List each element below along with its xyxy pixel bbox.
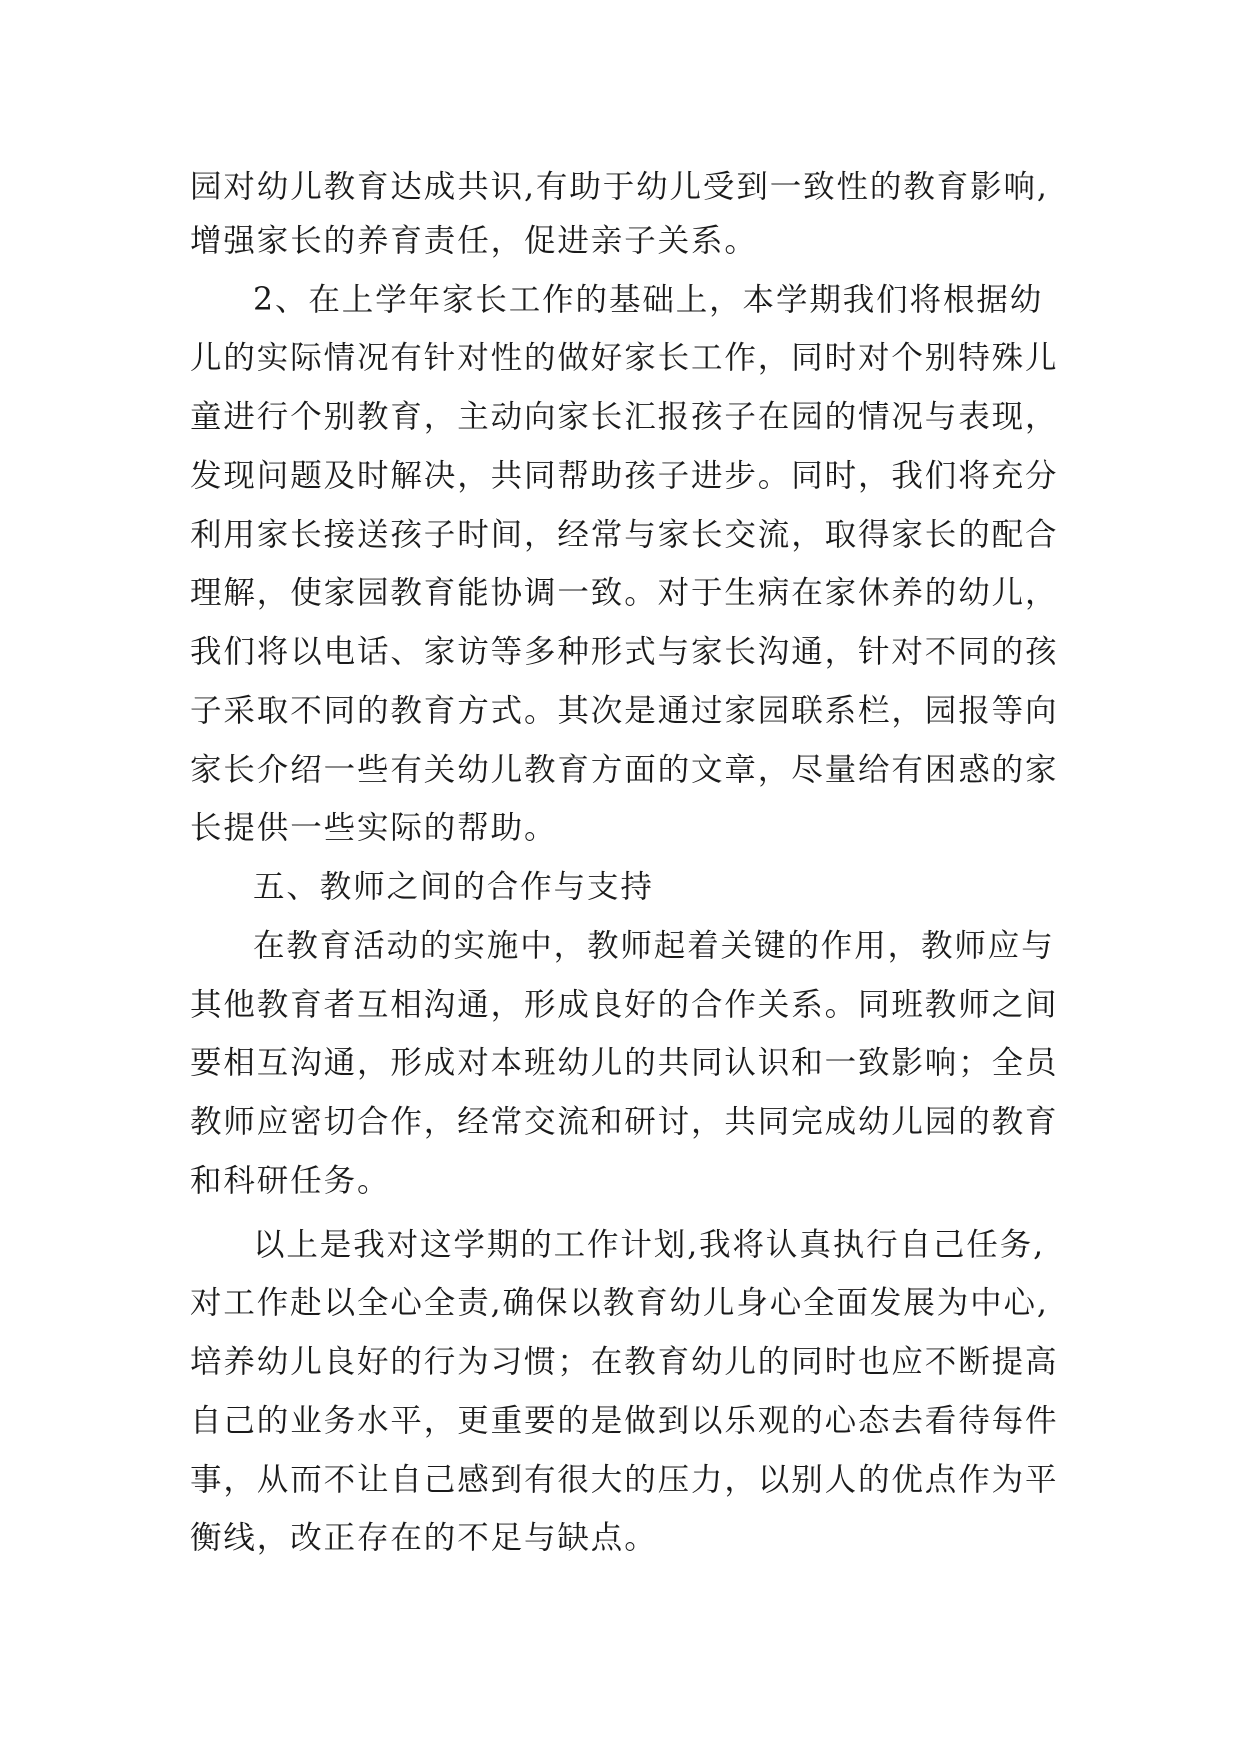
text-line: 我们将以电话、家访等多种形式与家长沟通，针对不同的孩: [190, 634, 1059, 670]
text-line: 对工作赴以全心全责,确保以教育幼儿身心全面发展为中心,: [190, 1285, 1049, 1321]
paragraph-first-line: 在教育活动的实施中，教师起着关键的作用，教师应与: [253, 928, 1055, 964]
text-line: 子采取不同的教育方式。其次是通过家园联系栏，园报等向: [190, 693, 1059, 729]
text-line: 增强家长的养育责任，促进亲子关系。: [190, 223, 758, 259]
text-line: 理解，使家园教育能协调一致。对于生病在家休养的幼儿，: [190, 575, 1059, 611]
text-line: 儿的实际情况有针对性的做好家长工作，同时对个别特殊儿: [190, 340, 1059, 376]
paragraph-first-line: 以上是我对这学期的工作计划,我将认真执行自己任务,: [253, 1227, 1046, 1263]
paragraph-first-line: 2、在上学年家长工作的基础上，本学期我们将根据幼: [253, 282, 1044, 318]
text-line: 和科研任务。: [190, 1163, 391, 1199]
text-line: 事，从而不让自己感到有很大的压力，以别人的优点作为平: [190, 1462, 1059, 1498]
text-line: 自己的业务水平，更重要的是做到以乐观的心态去看待每件: [190, 1403, 1059, 1439]
text-line: 衡线，改正存在的不足与缺点。: [190, 1520, 658, 1556]
text-line: 发现问题及时解决，共同帮助孩子进步。同时，我们将充分: [190, 458, 1059, 494]
text-line: 利用家长接送孩子时间，经常与家长交流，取得家长的配合: [190, 517, 1059, 553]
text-line: 家长介绍一些有关幼儿教育方面的文章，尽量给有困惑的家: [190, 752, 1059, 788]
section-heading: 五、教师之间的合作与支持: [253, 869, 654, 905]
text-line: 园对幼儿教育达成共识,有助于幼儿受到一致性的教育影响,: [190, 169, 1049, 205]
text-line: 教师应密切合作，经常交流和研讨，共同完成幼儿园的教育: [190, 1104, 1059, 1140]
text-line: 其他教育者互相沟通，形成良好的合作关系。同班教师之间: [190, 987, 1059, 1023]
text-line: 童进行个别教育，主动向家长汇报孩子在园的情况与表现，: [190, 399, 1059, 435]
text-line: 要相互沟通，形成对本班幼儿的共同认识和一致影响；全员: [190, 1045, 1059, 1081]
text-line: 培养幼儿良好的行为习惯；在教育幼儿的同时也应不断提高: [190, 1344, 1059, 1380]
text-line: 长提供一些实际的帮助。: [190, 810, 558, 846]
